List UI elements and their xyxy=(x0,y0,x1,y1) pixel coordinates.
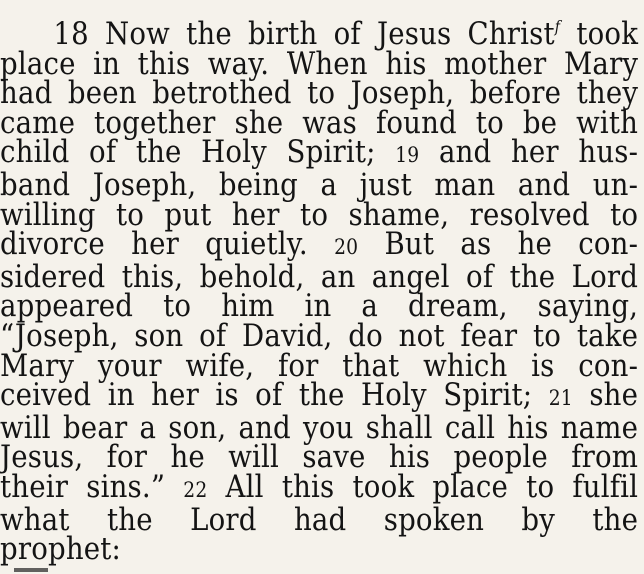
passage-text: appeared to him in a dream, saying, xyxy=(0,288,639,325)
passage-text: and her hus- xyxy=(419,134,639,171)
passage-text: band Joseph, being a just man and un- xyxy=(0,166,639,203)
passage-text: 18 Now the birth of Jesus Christ xyxy=(53,16,555,52)
passage-text: she xyxy=(572,377,639,414)
cropped-next-line-fragment xyxy=(14,568,48,574)
passage-text: Jesus, for he will save his people from xyxy=(0,439,639,476)
passage-text: place in this way. When his mother Mary xyxy=(0,45,639,82)
passage-text: took xyxy=(560,16,639,52)
passage-text: child of the Holy Spirit; xyxy=(0,134,396,171)
passage-text: prophet: xyxy=(0,531,122,568)
passage-line xyxy=(0,531,638,568)
footnote-marker: f xyxy=(554,17,561,36)
scripture-passage xyxy=(0,12,639,568)
passage-text: “Joseph, son of David, do not fear to take xyxy=(0,317,639,354)
verse-number: 22 xyxy=(183,477,208,502)
passage-text: ceived in her is of the Holy Spirit; xyxy=(0,377,549,414)
passage-text: came together she was found to be with xyxy=(0,104,639,141)
verse-number: 19 xyxy=(395,143,420,168)
passage-text: All this took place to fulfil xyxy=(207,468,639,505)
passage-text: divorce her quietly. xyxy=(0,226,335,263)
verse-number: 21 xyxy=(548,386,573,411)
verse-number: 20 xyxy=(334,235,359,260)
passage-text: But as he con- xyxy=(358,226,639,263)
passage-text: what the Lord had spoken by the xyxy=(0,501,639,538)
passage-text: willing to put her to shame, resolved to xyxy=(0,196,639,233)
passage-text: had been betrothed to Joseph, before they xyxy=(0,75,639,112)
passage-text: will bear a son, and you shall call his name xyxy=(0,409,639,446)
passage-text: their sins.” xyxy=(0,468,184,505)
passage-text: Mary your wife, for that which is con- xyxy=(0,347,639,384)
passage-line xyxy=(0,12,638,50)
passage-text: sidered this, behold, an angel of the Lord xyxy=(0,258,639,295)
